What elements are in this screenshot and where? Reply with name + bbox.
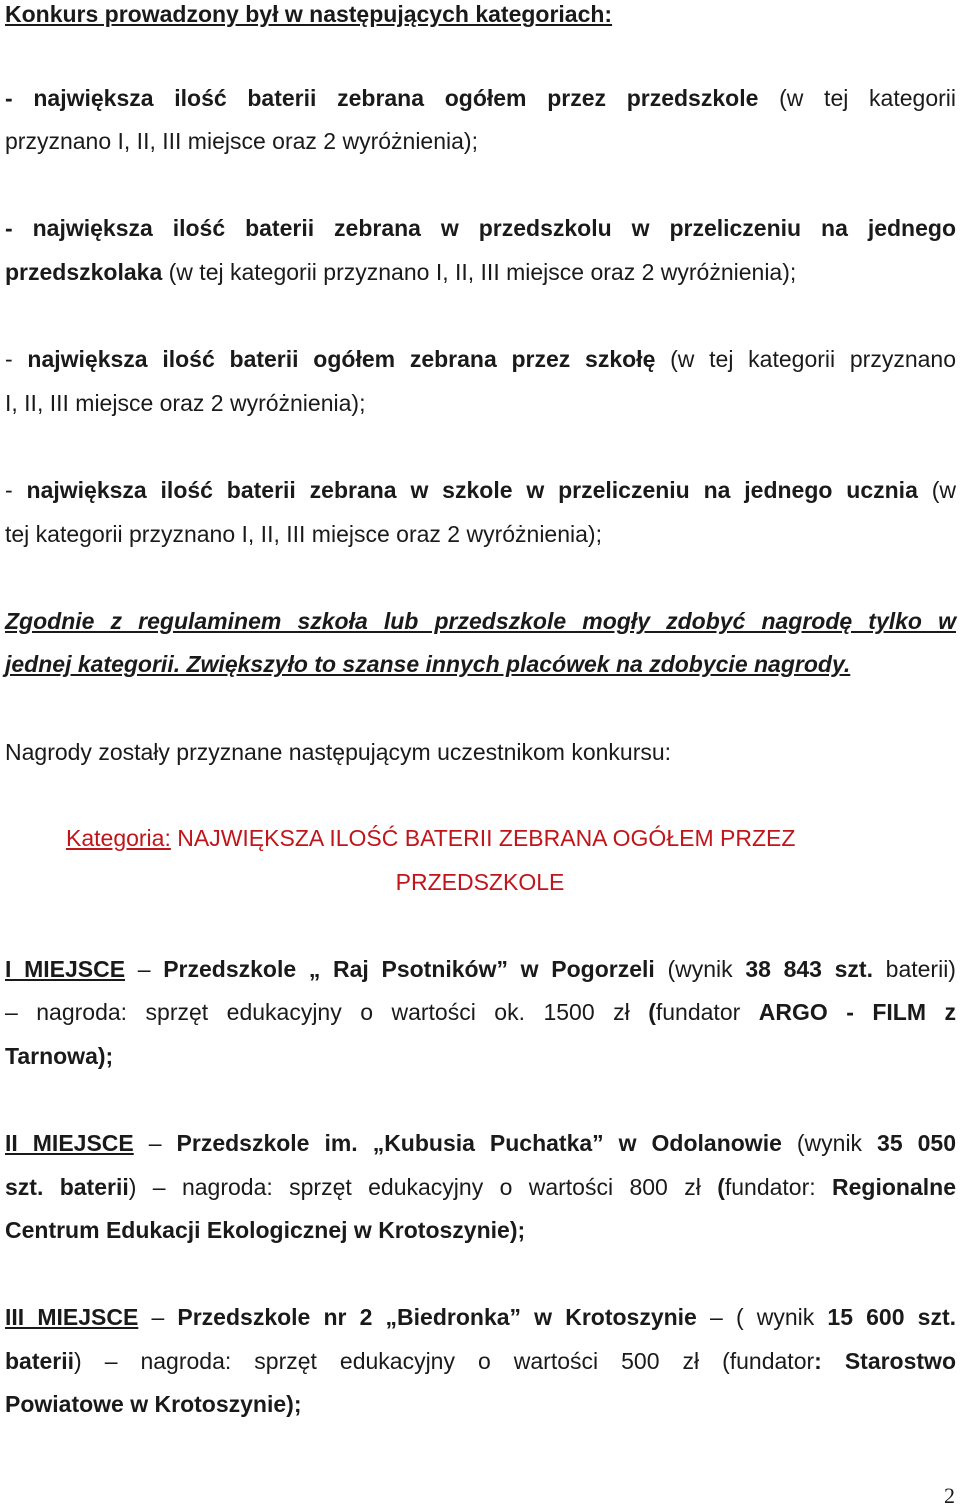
category-title-label: Kategoria:	[66, 825, 171, 851]
text-segment: – nagroda: sprzęt edukacyjny o wartości ok. 1500 zł	[5, 999, 649, 1025]
text-segment: III MIEJSCE	[5, 1304, 139, 1330]
text-segment: (	[717, 1174, 725, 1200]
place-1-line-2	[5, 998, 956, 1026]
text-segment: I MIEJSCE	[5, 956, 126, 982]
category-4-bold: największa ilość baterii zebrana w szkole w przeliczeniu na jednego ucznia	[26, 477, 918, 503]
page-heading: Konkurs prowadzony był w następujących kategoriach:	[5, 1, 613, 27]
text-segment: Przedszkole „ Raj Psotników” w Pogorzeli	[163, 956, 655, 982]
text-segment: Regionalne	[832, 1174, 956, 1200]
rule-note-line-2: jednej kategorii. Zwiększyło to szanse innych placówek na zdobycie nagrody.	[5, 651, 851, 677]
text-segment: ) – nagroda: sprzęt edukacyjny o wartości 800 zł	[128, 1174, 718, 1200]
text-segment: fundator:	[724, 1174, 833, 1200]
text-segment: (wynik	[654, 956, 746, 982]
category-3-rest: (w tej kategorii przyznano	[655, 346, 956, 372]
text-segment: Centrum Edukacji Ekologicznej w Krotoszynie);	[5, 1217, 526, 1243]
text-segment: fundator	[655, 999, 759, 1025]
place-1-line-3	[5, 1042, 956, 1070]
category-1-line-1	[5, 84, 956, 112]
category-1-bold: - największa ilość baterii zebrana ogółem przez przedszkole	[5, 85, 759, 111]
text-segment: 38 843 szt.	[745, 956, 873, 982]
category-1-line-2: przyznano I, II, III miejsce oraz 2 wyróżnienia);	[5, 128, 478, 154]
place-1-line-1	[5, 955, 956, 983]
category-2-bold: przedszkolaka	[5, 259, 163, 285]
rule-note-line-1: Zgodnie z regulaminem szkoła lub przedszkole mogły zdobyć nagrodę tylko w	[5, 608, 956, 634]
place-3-line-1	[5, 1303, 956, 1331]
text-segment: Przedszkole im. „Kubusia Puchatka” w Odolanowie	[176, 1130, 782, 1156]
text-segment: II MIEJSCE	[5, 1130, 134, 1156]
text-segment: ARGO - FILM z	[758, 999, 956, 1025]
awards-intro: Nagrody zostały przyznane następującym uczestnikom konkursu:	[5, 739, 672, 765]
text-segment: 35 050	[877, 1130, 956, 1156]
text-segment: 15 600 szt.	[827, 1304, 956, 1330]
category-title-line-2: PRZEDSZKOLE	[395, 869, 565, 895]
category-4-prefix: -	[5, 477, 27, 503]
category-4-line-2: tej kategorii przyznano I, II, III miejsce oraz 2 wyróżnienia);	[5, 521, 602, 547]
category-1-rest: (w tej kategorii	[758, 85, 956, 111]
place-3-line-3	[5, 1390, 956, 1418]
text-segment: (	[648, 999, 656, 1025]
text-segment: – ( wynik	[696, 1304, 828, 1330]
text-segment: –	[138, 1304, 178, 1330]
category-2-line-2	[5, 258, 956, 286]
text-segment: –	[133, 1130, 177, 1156]
text-segment: baterii)	[872, 956, 956, 982]
text-segment: Przedszkole nr 2 „Biedronka” w Krotoszynie	[177, 1304, 697, 1330]
place-3-line-2	[5, 1347, 956, 1375]
category-2-rest: (w tej kategorii przyznano I, II, III miejsce oraz 2 wyróżnienia);	[162, 259, 797, 285]
page-number: 2	[944, 1483, 955, 1508]
category-3-bold: największa ilość baterii ogółem zebrana przez szkołę	[27, 346, 656, 372]
text-segment: –	[125, 956, 164, 982]
category-3-line-1	[5, 345, 956, 373]
category-2-line-1: - największa ilość baterii zebrana w przedszkolu w przeliczeniu na jednego	[5, 215, 956, 241]
text-segment: Powiatowe w Krotoszynie);	[5, 1391, 302, 1417]
category-3-line-2: I, II, III miejsce oraz 2 wyróżnienia);	[5, 390, 366, 416]
text-segment: ) – nagroda: sprzęt edukacyjny o wartości 500 zł (fundator	[74, 1348, 815, 1374]
category-4-rest: (w	[917, 477, 956, 503]
category-title-text: NAJWIĘKSZA ILOŚĆ BATERII ZEBRANA OGÓŁEM PRZEZ	[170, 825, 796, 851]
place-2-line-1	[5, 1129, 956, 1157]
place-2-line-3	[5, 1216, 956, 1244]
category-4-line-1	[5, 476, 956, 504]
place-2-line-2	[5, 1173, 956, 1201]
text-segment: (wynik	[781, 1130, 878, 1156]
category-3-prefix: -	[5, 346, 28, 372]
text-segment: : Starostwo	[814, 1348, 956, 1374]
text-segment: baterii	[5, 1348, 75, 1374]
category-title-line-1	[66, 824, 956, 852]
text-segment: szt. baterii	[5, 1174, 129, 1200]
text-segment: Tarnowa);	[5, 1043, 114, 1069]
